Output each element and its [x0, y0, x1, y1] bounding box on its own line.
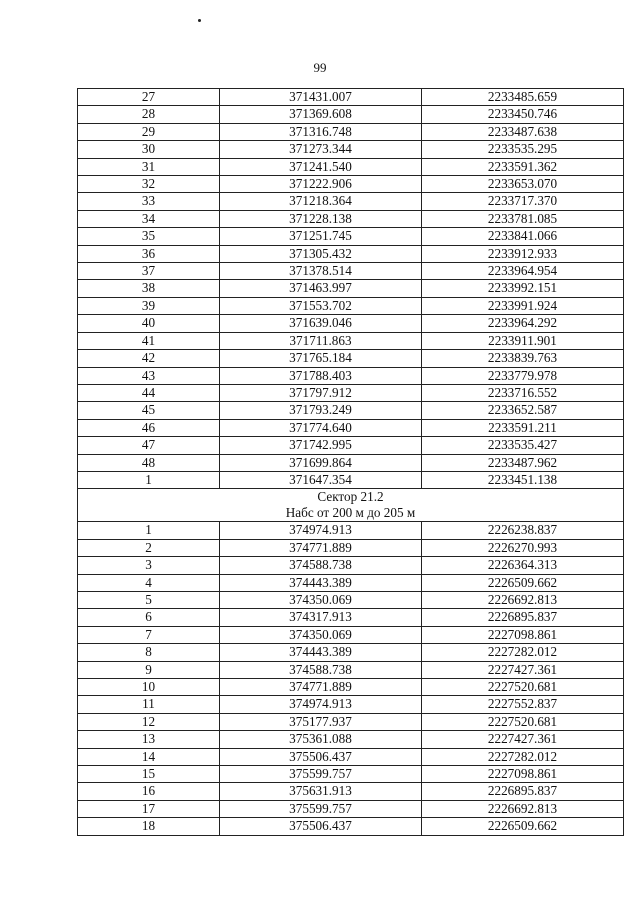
point-number-cell: 36	[78, 245, 220, 262]
table-row	[78, 106, 624, 123]
point-number-cell: 31	[78, 158, 220, 175]
y-coordinate-cell: 2233653.070	[422, 176, 624, 193]
table-row	[78, 402, 624, 419]
section-row	[78, 489, 624, 522]
y-coordinate-cell: 2226895.837	[422, 783, 624, 800]
point-number-cell: 13	[78, 731, 220, 748]
table-row	[78, 245, 624, 262]
point-number-cell: 42	[78, 350, 220, 367]
table-row	[78, 661, 624, 678]
table-row	[78, 384, 624, 401]
y-coordinate-cell: 2227098.861	[422, 626, 624, 643]
x-coordinate-cell: 371251.745	[220, 228, 422, 245]
y-coordinate-cell: 2233964.954	[422, 263, 624, 280]
point-number-cell: 30	[78, 141, 220, 158]
page-number: 99	[313, 60, 327, 75]
section-subtitle: Набс от 200 м до 205 м	[285, 505, 416, 521]
x-coordinate-cell: 371316.748	[220, 123, 422, 140]
x-coordinate-cell: 371699.864	[220, 454, 422, 471]
y-coordinate-cell: 2233591.211	[422, 419, 624, 436]
section-cell	[78, 489, 624, 522]
y-coordinate-cell: 2233652.587	[422, 402, 624, 419]
table-row	[78, 280, 624, 297]
x-coordinate-cell: 374771.889	[220, 539, 422, 556]
table-row	[78, 367, 624, 384]
point-number-cell: 28	[78, 106, 220, 123]
x-coordinate-cell: 375177.937	[220, 713, 422, 730]
table-row	[78, 783, 624, 800]
table-body-after	[78, 522, 624, 835]
x-coordinate-cell: 371711.863	[220, 332, 422, 349]
x-coordinate-cell: 371742.995	[220, 437, 422, 454]
point-number-cell: 43	[78, 367, 220, 384]
point-number-cell: 38	[78, 280, 220, 297]
y-coordinate-cell: 2233487.638	[422, 123, 624, 140]
y-coordinate-cell: 2227427.361	[422, 661, 624, 678]
table-row	[78, 748, 624, 765]
y-coordinate-cell: 2227282.012	[422, 748, 624, 765]
y-coordinate-cell: 2233839.763	[422, 350, 624, 367]
y-coordinate-cell: 2233964.292	[422, 315, 624, 332]
x-coordinate-cell: 375506.437	[220, 748, 422, 765]
point-number-cell: 10	[78, 679, 220, 696]
x-coordinate-cell: 374588.738	[220, 661, 422, 678]
y-coordinate-cell: 2233450.746	[422, 106, 624, 123]
y-coordinate-cell: 2226895.837	[422, 609, 624, 626]
point-number-cell: 39	[78, 297, 220, 314]
y-coordinate-cell: 2233779.978	[422, 367, 624, 384]
table-row	[78, 297, 624, 314]
point-number-cell: 7	[78, 626, 220, 643]
point-number-cell: 18	[78, 818, 220, 835]
x-coordinate-cell: 374974.913	[220, 522, 422, 539]
point-number-cell: 16	[78, 783, 220, 800]
scan-speck	[198, 19, 201, 22]
table-row	[78, 89, 624, 106]
y-coordinate-cell: 2227282.012	[422, 644, 624, 661]
x-coordinate-cell: 371765.184	[220, 350, 422, 367]
y-coordinate-cell: 2233535.295	[422, 141, 624, 158]
x-coordinate-cell: 374443.389	[220, 574, 422, 591]
point-number-cell: 1	[78, 522, 220, 539]
table-body-before	[78, 89, 624, 489]
point-number-cell: 29	[78, 123, 220, 140]
y-coordinate-cell: 2226364.313	[422, 557, 624, 574]
point-number-cell: 15	[78, 766, 220, 783]
x-coordinate-cell: 371647.354	[220, 471, 422, 488]
x-coordinate-cell: 375506.437	[220, 818, 422, 835]
point-number-cell: 2	[78, 539, 220, 556]
table-row	[78, 454, 624, 471]
table-row	[78, 437, 624, 454]
point-number-cell: 1	[78, 471, 220, 488]
table-row	[78, 800, 624, 817]
x-coordinate-cell: 371218.364	[220, 193, 422, 210]
y-coordinate-cell: 2233716.552	[422, 384, 624, 401]
table-row	[78, 419, 624, 436]
y-coordinate-cell: 2233485.659	[422, 89, 624, 106]
x-coordinate-cell: 371222.906	[220, 176, 422, 193]
section-title: Сектор 21.2	[317, 489, 384, 505]
y-coordinate-cell: 2226509.662	[422, 574, 624, 591]
point-number-cell: 32	[78, 176, 220, 193]
x-coordinate-cell: 374350.069	[220, 626, 422, 643]
table-row	[78, 609, 624, 626]
x-coordinate-cell: 371793.249	[220, 402, 422, 419]
y-coordinate-cell: 2233591.362	[422, 158, 624, 175]
table-row	[78, 176, 624, 193]
y-coordinate-cell: 2233535.427	[422, 437, 624, 454]
point-number-cell: 41	[78, 332, 220, 349]
table-row	[78, 522, 624, 539]
table-row	[78, 315, 624, 332]
x-coordinate-cell: 371241.540	[220, 158, 422, 175]
y-coordinate-cell: 2227520.681	[422, 713, 624, 730]
point-number-cell: 3	[78, 557, 220, 574]
point-number-cell: 4	[78, 574, 220, 591]
y-coordinate-cell: 2226509.662	[422, 818, 624, 835]
point-number-cell: 11	[78, 696, 220, 713]
table-row	[78, 679, 624, 696]
table-row	[78, 731, 624, 748]
x-coordinate-cell: 374974.913	[220, 696, 422, 713]
point-number-cell: 34	[78, 210, 220, 227]
y-coordinate-cell: 2226270.993	[422, 539, 624, 556]
y-coordinate-cell: 2233841.066	[422, 228, 624, 245]
point-number-cell: 14	[78, 748, 220, 765]
y-coordinate-cell: 2227098.861	[422, 766, 624, 783]
y-coordinate-cell: 2226238.837	[422, 522, 624, 539]
table-row	[78, 193, 624, 210]
point-number-cell: 12	[78, 713, 220, 730]
x-coordinate-cell: 371228.138	[220, 210, 422, 227]
x-coordinate-cell: 371305.432	[220, 245, 422, 262]
table-row	[78, 350, 624, 367]
table-row	[78, 539, 624, 556]
y-coordinate-cell: 2227520.681	[422, 679, 624, 696]
point-number-cell: 17	[78, 800, 220, 817]
x-coordinate-cell: 371553.702	[220, 297, 422, 314]
y-coordinate-cell: 2233911.901	[422, 332, 624, 349]
table-row	[78, 818, 624, 835]
table-row	[78, 626, 624, 643]
point-number-cell: 44	[78, 384, 220, 401]
point-number-cell: 5	[78, 591, 220, 608]
point-number-cell: 9	[78, 661, 220, 678]
table-row	[78, 574, 624, 591]
section-header	[78, 489, 624, 522]
table-row	[78, 123, 624, 140]
table-row	[78, 228, 624, 245]
x-coordinate-cell: 371369.608	[220, 106, 422, 123]
y-coordinate-cell: 2233992.151	[422, 280, 624, 297]
x-coordinate-cell: 375361.088	[220, 731, 422, 748]
point-number-cell: 46	[78, 419, 220, 436]
point-number-cell: 8	[78, 644, 220, 661]
table-row	[78, 210, 624, 227]
point-number-cell: 40	[78, 315, 220, 332]
y-coordinate-cell: 2233991.924	[422, 297, 624, 314]
y-coordinate-cell: 2226692.813	[422, 591, 624, 608]
table-row	[78, 332, 624, 349]
point-number-cell: 27	[78, 89, 220, 106]
point-number-cell: 47	[78, 437, 220, 454]
point-number-cell: 48	[78, 454, 220, 471]
table-row	[78, 557, 624, 574]
x-coordinate-cell: 375599.757	[220, 800, 422, 817]
point-number-cell: 35	[78, 228, 220, 245]
point-number-cell: 6	[78, 609, 220, 626]
point-number-cell: 33	[78, 193, 220, 210]
table-row	[78, 644, 624, 661]
x-coordinate-cell: 371788.403	[220, 367, 422, 384]
table-row	[78, 696, 624, 713]
x-coordinate-cell: 375599.757	[220, 766, 422, 783]
x-coordinate-cell: 371797.912	[220, 384, 422, 401]
x-coordinate-cell: 375631.913	[220, 783, 422, 800]
table-row	[78, 766, 624, 783]
table-row	[78, 263, 624, 280]
x-coordinate-cell: 371378.514	[220, 263, 422, 280]
x-coordinate-cell: 371273.344	[220, 141, 422, 158]
x-coordinate-cell: 374350.069	[220, 591, 422, 608]
point-number-cell: 37	[78, 263, 220, 280]
x-coordinate-cell: 374771.889	[220, 679, 422, 696]
table-row	[78, 591, 624, 608]
y-coordinate-cell: 2233451.138	[422, 471, 624, 488]
y-coordinate-cell: 2227552.837	[422, 696, 624, 713]
coordinates-table	[77, 88, 624, 836]
y-coordinate-cell: 2233912.933	[422, 245, 624, 262]
x-coordinate-cell: 371639.046	[220, 315, 422, 332]
y-coordinate-cell: 2226692.813	[422, 800, 624, 817]
x-coordinate-cell: 371431.007	[220, 89, 422, 106]
x-coordinate-cell: 371463.997	[220, 280, 422, 297]
table-row	[78, 141, 624, 158]
table-row	[78, 471, 624, 488]
y-coordinate-cell: 2233717.370	[422, 193, 624, 210]
x-coordinate-cell: 374443.389	[220, 644, 422, 661]
x-coordinate-cell: 374588.738	[220, 557, 422, 574]
table-row	[78, 713, 624, 730]
point-number-cell: 45	[78, 402, 220, 419]
table-row	[78, 158, 624, 175]
y-coordinate-cell: 2233781.085	[422, 210, 624, 227]
x-coordinate-cell: 374317.913	[220, 609, 422, 626]
y-coordinate-cell: 2227427.361	[422, 731, 624, 748]
y-coordinate-cell: 2233487.962	[422, 454, 624, 471]
x-coordinate-cell: 371774.640	[220, 419, 422, 436]
